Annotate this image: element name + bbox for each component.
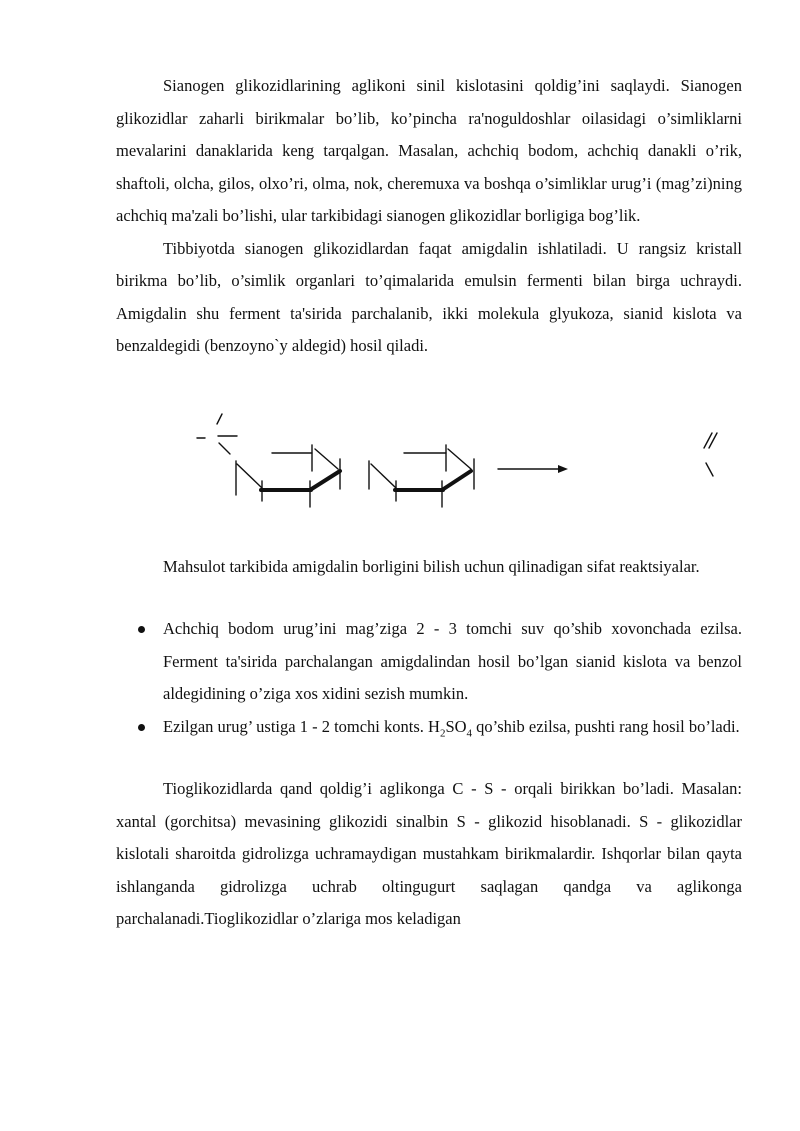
bullet-text-part: SO: [445, 716, 467, 736]
bullet-text: Achchiq bodom urug’ini mag’ziga 2 - 3 tomchi suv qo’shib xovonchada ezilsa. Ferment ta'sirida parchalangan amigdalindan hosil bo’lgan sianid kislota va benzol aldegidining o’ziga xos xidini sezish mumkin.: [163, 619, 742, 703]
spacer: [116, 583, 742, 613]
list-item: [116, 613, 742, 711]
spacer: [116, 743, 742, 773]
bullet-text-part: qo’shib ezilsa, pushti rang hosil bo’ladi.: [472, 716, 740, 736]
bond-line: [217, 414, 222, 424]
reaction-diagram: [0, 369, 800, 547]
glucose-ring-1: [236, 445, 340, 507]
list-item: [116, 711, 742, 744]
bullet-list: [116, 613, 742, 743]
amigdalin-hydrolysis-scheme: [116, 369, 742, 547]
paragraph-sianogen-intro: Sianogen glikozidlarining aglikoni sinil kislotasini qoldig’ini saqlaydi. Sianogen glikozidlar zaharli birikmalar bo’lib, ko’pincha ra'noguldoshlar oilasidagi o’simliklarni mevalarini danaklarida keng tarqalgan. Masalan, achchiq bodom, achchiq danakli o’rik, shaftoli, olcha, gilos, olxo’ri, olma, nok, cheremuxa va boshqa o’simliklar urug’i (mag’zi)ning achchiq ma'zali bo’lishi, ular tarkibidagi sianogen glikozidlar borligiga bog’lik.: [116, 76, 742, 225]
subscript: 2: [439, 726, 446, 739]
arrow-head: [558, 465, 568, 473]
paragraph-sifat-reaktsiyalar: Mahsulot tarkibida amigdalin borligini bilish uchun qilinadigan sifat reaktsiyalar.: [163, 556, 700, 576]
glucose-ring-2: [369, 445, 474, 507]
bond-line: [219, 443, 230, 454]
subscript: 4: [466, 726, 473, 739]
bullet-text-part: Ezilgan urug’ ustiga 1 - 2 tomchi konts. H: [163, 716, 440, 736]
document-page: [116, 70, 742, 936]
bullet-icon: [138, 626, 145, 633]
bullet-icon: [138, 724, 145, 731]
paragraph-amigdalin: Tibbiyotda sianogen glikozidlardan faqat amigdalin ishlatiladi. U rangsiz kristall birikma bo’lib, o’simlik organlari to’qimalarida emulsin fermenti bilan birga uchraydi. Amigdalin shu ferment ta'sirida parchalanib, ikki molekula glyukoza, sianid kislota va benzaldegidi (benzoyno`y aldegid) hosil qiladi.: [116, 238, 742, 355]
bond-line: [706, 463, 713, 476]
paragraph-tioglikozidlar: Tioglikozidlarda qand qoldig’i aglikonga C - S - orqali birikkan bo’ladi. Masalan: xantal (gorchitsa) mevasining glikozidi sinalbin S - glikozid hisoblanadi. S - glikozidlar kislotali sharoitda gidrolizga uchramaydigan mustahkam birikmalardir. Ishqorlar bilan qayta ishlanganda gidrolizga uchrab oltingugurt saqlagan qandga va aglikonga parchalanadi.Tioglikozidlar o’zlariga mos keladigan: [116, 779, 742, 928]
